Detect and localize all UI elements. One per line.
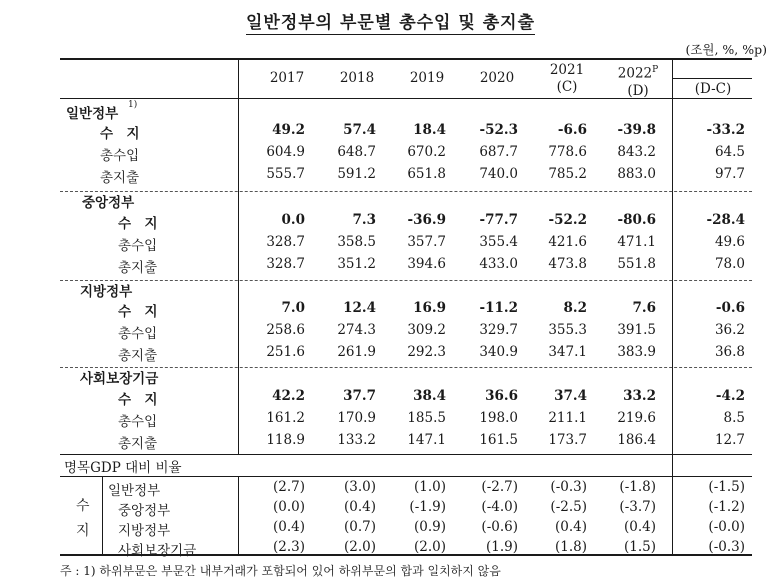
ratio-cell: (0.7) <box>343 519 376 535</box>
table-cell: 604.9 <box>266 144 305 160</box>
table-cell: 36.2 <box>714 322 745 338</box>
table-cell: 133.2 <box>337 432 376 448</box>
table-row <box>60 342 752 364</box>
table-cell: 49.6 <box>714 234 745 250</box>
section-divider <box>60 367 752 368</box>
table-row <box>60 210 752 232</box>
ratio-cell: (-0.6) <box>481 519 518 535</box>
table-cell: 340.9 <box>479 344 518 360</box>
footnote: 주 : 1) 하위부문은 부문간 내부거래가 포함되어 있어 하위부문의 합과 일치하지 않음 <box>60 564 501 578</box>
table-row <box>60 430 752 452</box>
ratio-cell: (-1.8) <box>619 479 656 495</box>
ratio-cell: (-0.0) <box>708 519 745 535</box>
table-cell: 433.0 <box>479 256 518 272</box>
table-cell: 12.4 <box>343 300 376 316</box>
ratio-cell: (-2.5) <box>550 499 587 515</box>
table-cell: 36.8 <box>714 344 745 360</box>
table-cell: 7.6 <box>632 300 656 316</box>
table-title <box>0 8 781 33</box>
table-cell: 357.7 <box>407 234 446 250</box>
ratio-title: 명목GDP 대비 비율 <box>64 460 182 476</box>
table-cell: 57.4 <box>343 122 376 138</box>
section-divider <box>60 280 752 281</box>
table-cell: 648.7 <box>337 144 376 160</box>
col-header-2020 <box>472 70 522 87</box>
table-cell: 211.1 <box>548 410 587 426</box>
row-label: 지방정부 <box>80 284 133 300</box>
table-cell: 274.3 <box>337 322 376 338</box>
table-cell: 473.8 <box>548 256 587 272</box>
table-cell: 355.4 <box>479 234 518 250</box>
difference-header-line <box>672 78 752 79</box>
row-label: 총지출 <box>118 348 158 364</box>
col-header-year: 2021 <box>549 62 585 78</box>
ratio-title-row <box>60 454 752 476</box>
table-row <box>60 365 752 387</box>
table-cell: 329.7 <box>479 322 518 338</box>
table-cell: 0.0 <box>281 212 305 228</box>
row-label: 총수입 <box>100 148 140 164</box>
ratio-cell: (0.0) <box>272 499 305 515</box>
col-header-year: 2020 <box>479 70 515 86</box>
row-label: 수 지 <box>100 126 140 142</box>
table-top-border <box>60 58 752 60</box>
table-cell: 173.7 <box>548 432 587 448</box>
ratio-cell: (0.4) <box>343 499 376 515</box>
table-title-text: 일반정부의 부문별 총수입 및 총지출 <box>245 13 535 33</box>
table-cell: 170.9 <box>337 410 376 426</box>
table-cell: 391.5 <box>617 322 656 338</box>
table-cell: 161.5 <box>479 432 518 448</box>
table-cell: 33.2 <box>623 388 656 404</box>
table-cell: 261.9 <box>337 344 376 360</box>
table-cell: 347.1 <box>548 344 587 360</box>
ratio-row-label: 일반정부 <box>108 483 161 499</box>
table-cell: 670.2 <box>407 144 446 160</box>
ratio-side-label-1: 수 <box>76 498 90 514</box>
table-cell: 147.1 <box>407 432 446 448</box>
table-cell: -80.6 <box>617 212 656 228</box>
table-cell: 186.4 <box>617 432 656 448</box>
table-cell: 198.0 <box>479 410 518 426</box>
table-cell: 18.4 <box>413 122 446 138</box>
col-header-year: 2019 <box>409 70 445 86</box>
table-cell: 7.3 <box>352 212 376 228</box>
table-cell: 292.3 <box>407 344 446 360</box>
table-cell: 38.4 <box>413 388 446 404</box>
table-row <box>60 142 752 164</box>
table-row <box>60 189 752 211</box>
table-cell: -0.6 <box>715 300 745 316</box>
col-header-year: 2017 <box>269 70 305 86</box>
table-cell: 8.2 <box>563 300 587 316</box>
table-row <box>60 120 752 142</box>
table-cell: 309.2 <box>407 322 446 338</box>
ratio-cell: (-3.7) <box>619 499 656 515</box>
table-row <box>60 278 752 300</box>
col-header-year: 2022 <box>617 65 653 82</box>
row-label: 수 지 <box>118 392 158 408</box>
table-cell: 740.0 <box>479 166 518 182</box>
unit-label: (조원, %, %p) <box>685 42 767 57</box>
table-cell: 185.5 <box>407 410 446 426</box>
col-header-sub: (C) <box>556 79 578 95</box>
row-label: 총수입 <box>118 414 158 430</box>
ratio-row-label: 중앙정부 <box>118 503 171 519</box>
table-cell: 219.6 <box>617 410 656 426</box>
ratio-cell: (-0.3) <box>550 479 587 495</box>
table-cell: -52.3 <box>479 122 518 138</box>
ratio-row-label: 사회보장기금 <box>118 543 197 559</box>
table-cell: 383.9 <box>617 344 656 360</box>
table-cell: -6.6 <box>557 122 587 138</box>
table-cell: 883.0 <box>617 166 656 182</box>
row-label: 총수입 <box>118 238 158 254</box>
col-header-2018 <box>332 70 382 87</box>
table-cell: 97.7 <box>714 166 745 182</box>
table-cell: -52.2 <box>548 212 587 228</box>
table-row <box>60 408 752 430</box>
ratio-cell: (3.0) <box>343 479 376 495</box>
table-cell: -77.7 <box>479 212 518 228</box>
ratio-row-label: 지방정부 <box>118 523 171 539</box>
table-cell: 785.2 <box>548 166 587 182</box>
table-cell: 471.1 <box>617 234 656 250</box>
ratio-cell: (-0.3) <box>708 539 745 555</box>
ratio-row <box>60 497 752 519</box>
table-cell: -39.8 <box>617 122 656 138</box>
table-row <box>60 254 752 276</box>
ratio-cell: (0.4) <box>272 519 305 535</box>
table-row <box>60 232 752 254</box>
table-cell: 258.6 <box>266 322 305 338</box>
table-cell: 358.5 <box>337 234 376 250</box>
row-label: 총수입 <box>118 326 158 342</box>
ratio-cell: (-1.9) <box>409 499 446 515</box>
table-cell: 355.3 <box>548 322 587 338</box>
table-cell: 687.7 <box>479 144 518 160</box>
table-cell: 64.5 <box>714 144 745 160</box>
ratio-cell: (-2.7) <box>481 479 518 495</box>
col-header-year: 2018 <box>339 70 375 86</box>
table-cell: 394.6 <box>407 256 446 272</box>
ratio-cell: (2.7) <box>272 479 305 495</box>
table-cell: 161.2 <box>266 410 305 426</box>
ratio-cell: (0.9) <box>413 519 446 535</box>
row-label: 사회보장기금 <box>80 371 159 387</box>
table-cell: 36.6 <box>485 388 518 404</box>
table-cell: 555.7 <box>266 166 305 182</box>
table-cell: 42.2 <box>272 388 305 404</box>
col-header-sup: P <box>652 65 659 75</box>
col-header-sub: (D-C) <box>694 81 732 97</box>
ratio-side-label-2: 지 <box>76 523 90 539</box>
table-cell: -4.2 <box>715 388 745 404</box>
row-label: 총지출 <box>118 260 158 276</box>
row-label: 총지출 <box>118 436 158 452</box>
row-label: 일반정부 <box>66 106 119 122</box>
section-divider <box>60 191 752 192</box>
table-cell: 551.8 <box>617 256 656 272</box>
table-cell: 8.5 <box>723 410 745 426</box>
table-cell: 78.0 <box>714 256 745 272</box>
table-cell: 7.0 <box>281 300 305 316</box>
table-cell: 421.6 <box>548 234 587 250</box>
table-cell: 49.2 <box>272 122 305 138</box>
ratio-cell: (-1.5) <box>708 479 745 495</box>
ratio-cell: (2.3) <box>272 539 305 555</box>
col-header-2022 <box>608 62 668 100</box>
row-label: 수 지 <box>118 304 158 320</box>
col-header-2017 <box>262 70 312 87</box>
table-cell: 16.9 <box>413 300 446 316</box>
table-cell: 843.2 <box>617 144 656 160</box>
table-cell: -36.9 <box>407 212 446 228</box>
table-cell: 328.7 <box>266 234 305 250</box>
ratio-cell: (1.0) <box>413 479 446 495</box>
table-cell: 37.7 <box>343 388 376 404</box>
ratio-row <box>60 517 752 539</box>
table-bottom-border <box>60 554 752 556</box>
ratio-row <box>60 477 752 499</box>
col-header-diff <box>680 81 746 98</box>
ratio-cell: (2.0) <box>343 539 376 555</box>
table-cell: 351.2 <box>337 256 376 272</box>
table-row <box>60 386 752 408</box>
row-label: 총지출 <box>100 170 140 186</box>
col-header-sub: (D) <box>627 82 649 99</box>
ratio-cell: (0.4) <box>623 519 656 535</box>
table-row <box>60 164 752 186</box>
ratio-cell: (-1.2) <box>708 499 745 515</box>
table-cell: -33.2 <box>706 122 745 138</box>
row-label: 수 지 <box>118 216 158 232</box>
table-cell: -11.2 <box>479 300 518 316</box>
table-row <box>60 320 752 342</box>
row-label-footnote-mark: 1) <box>128 100 138 110</box>
table-cell: 251.6 <box>266 344 305 360</box>
table-cell: 651.8 <box>407 166 446 182</box>
table-row <box>60 100 752 122</box>
table-cell: 37.4 <box>554 388 587 404</box>
table-cell: 118.9 <box>266 432 305 448</box>
ratio-cell: (1.9) <box>485 539 518 555</box>
col-header-2021 <box>542 62 592 96</box>
table-cell: 12.7 <box>714 432 745 448</box>
row-label: 중앙정부 <box>82 195 135 211</box>
table-cell: 591.2 <box>337 166 376 182</box>
table-cell: -28.4 <box>706 212 745 228</box>
table-cell: 328.7 <box>266 256 305 272</box>
table-row <box>60 298 752 320</box>
ratio-cell: (2.0) <box>413 539 446 555</box>
ratio-cell: (1.5) <box>623 539 656 555</box>
table-cell: 778.6 <box>548 144 587 160</box>
col-header-2019 <box>402 70 452 87</box>
ratio-cell: (-4.0) <box>481 499 518 515</box>
ratio-cell: (1.8) <box>554 539 587 555</box>
ratio-cell: (0.4) <box>554 519 587 535</box>
